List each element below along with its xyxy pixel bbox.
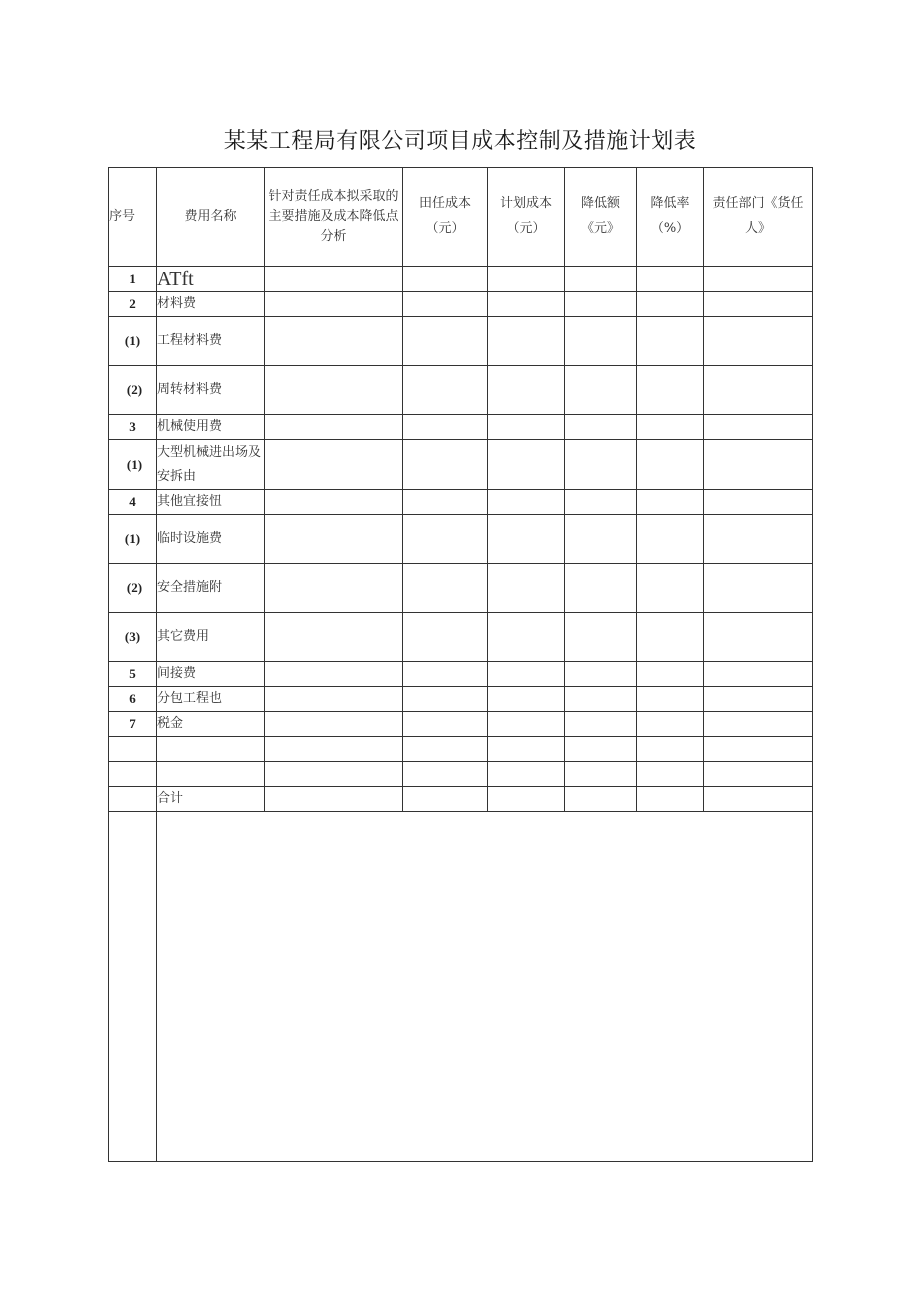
row-name: 其他宜接忸 (157, 490, 265, 515)
row-name: 间接费 (157, 662, 265, 687)
table-row (109, 440, 813, 490)
table-row (109, 564, 813, 613)
row-number: 2 (109, 292, 157, 317)
row-number: 4 (109, 490, 157, 515)
header-responsibility-cost: 田任成本（元） (403, 168, 488, 267)
row-number: (1) (109, 440, 157, 490)
row-name: 周转材料费 (157, 366, 265, 415)
row-number: (1) (109, 515, 157, 564)
table-row (109, 712, 813, 737)
table-row (109, 737, 813, 762)
header-department: 责任部门《货任人》 (704, 168, 813, 267)
table-row (109, 267, 813, 292)
table-row (109, 762, 813, 787)
row-number: 6 (109, 687, 157, 712)
row-number (109, 737, 157, 762)
table-row (109, 613, 813, 662)
header-seq: 序号 (109, 168, 157, 267)
header-name: 费用名称 (157, 168, 265, 267)
table-row (109, 515, 813, 564)
row-name: ATft (157, 267, 265, 292)
row-number: (2) (109, 366, 157, 415)
row-number: 3 (109, 415, 157, 440)
row-name: 安全措施附 (157, 564, 265, 613)
notes-area (157, 812, 813, 1162)
row-number: 1 (109, 267, 157, 292)
notes-left-cell (109, 812, 157, 1162)
row-name (157, 762, 265, 787)
row-number (109, 762, 157, 787)
header-row (109, 168, 813, 267)
row-name: 税金 (157, 712, 265, 737)
row-name (157, 737, 265, 762)
row-name: 机械使用费 (157, 415, 265, 440)
row-name: 其它费用 (157, 613, 265, 662)
header-reduction-amount: 降低额《元》 (565, 168, 637, 267)
header-reduction-rate: 降低率（%） (637, 168, 704, 267)
table-row (109, 415, 813, 440)
cost-plan-table (108, 167, 813, 1162)
table-row (109, 292, 813, 317)
table-row (109, 490, 813, 515)
row-number: 7 (109, 712, 157, 737)
table-row (109, 662, 813, 687)
row-name: 材料费 (157, 292, 265, 317)
row-name: 工程材料费 (157, 317, 265, 366)
total-row (109, 787, 813, 812)
table-row (109, 366, 813, 415)
table-row (109, 317, 813, 366)
total-label: 合计 (157, 787, 265, 812)
row-name: 分包工程也 (157, 687, 265, 712)
row-number: (3) (109, 613, 157, 662)
row-number (109, 787, 157, 812)
notes-row (109, 812, 813, 1162)
row-name: 临时设施费 (157, 515, 265, 564)
row-name: 大型机械进出场及安拆由 (157, 440, 265, 490)
header-measures: 针对责任成本拟采取的主要措施及成本降低点分析 (265, 168, 403, 267)
table-row (109, 687, 813, 712)
header-planned-cost: 计划成本（元） (488, 168, 565, 267)
row-number: (1) (109, 317, 157, 366)
row-number: 5 (109, 662, 157, 687)
row-number: (2) (109, 564, 157, 613)
page-title: 某某工程局有限公司项目成本控制及措施计划表 (223, 129, 697, 154)
